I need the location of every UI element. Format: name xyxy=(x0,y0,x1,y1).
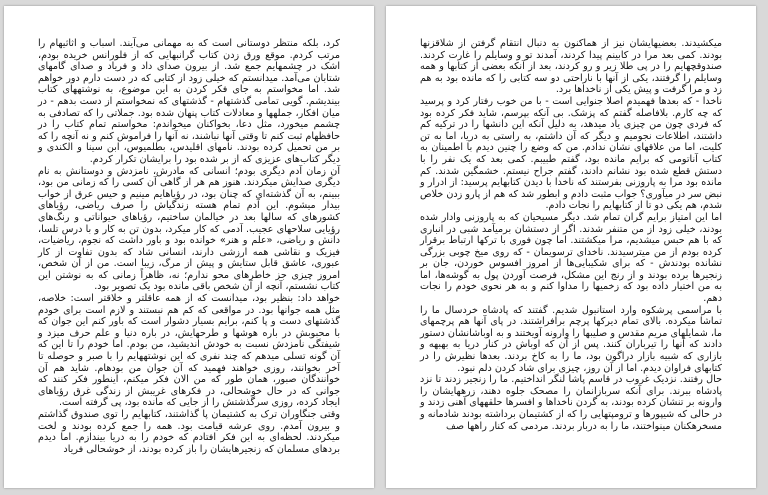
paragraph: وقتی جنگاوران ترک به کشتیمان پا گذاشتند، کتابهایم را توی صندوق گذاشتم و بیرون آمدم. روی عرشه قیامت بود. همه را جمع کرده بودند و لخت میکردند. لحظه‌ای به این فکر افتادم که خودم را به دریا بیندازم. اما دیدم بردهای مسلمان که زنجیرهایشان را باز کرده بودند، از خوشحالی فریاد xyxy=(38,409,340,455)
page-text-left xyxy=(38,38,340,455)
paragraph: اما این امتیاز برایم گران تمام شد. دیگر مسیحیان که به پاروزنی وادار شده بودند، خیلی زود از من متنفر شدند. اگر از دستشان برمیآمد شبی در انباری که با هم حبس میشدیم، مرا میکشتند. اما چون فوری با ترکها ارتباط برقرار کرده بودم از من میترسیدند. ناخدای ترسویمان - که روی میخ چوبی بزرگی نشانده بودندش - که برای شکیبایی‌ها از امروز افسوس خوردن، جان بر زنجیرها برده بودند و از رنج این مشکل، فرصت آوردن پول به گوشه‌ها، اما به من اختیار داده بود که زخمیها را مداوا کنم و به هر نحوی خودم را نجات دهم. xyxy=(420,211,722,305)
paragraph: خواهد داد: بنظیر بود، میدانست که از همه عاقلتر و خلاقتر است: خلاصه، مثل همه جوانها بود. در مواقعی که کم هم نبستند و لازم است برای خودم گذشتهای دست و پا کنم، برایم بسیار دشوار است که باور کنم این جوان که با محبوبش در باره هوشها و طرحهایش، در باره دنیا و علم حرف میزد و شیفتگی نامزدش نسبت به خودش اندیشید، من بودم. اما خودم را تا این که آن گونه تسلی میدهم که چند نفری که این نوشتههایم را با صبر و حوصله تا آخر بخوانند، روزی خواهند فهمید که آن جوان من بودهام. شاید هم آن خوانندگان صبور، همان طور که من الان فکر میکنم، اینطور فکر کنند که جوانی که در حال خوشحالی، در فکرهای غریبش از زندگی غرق رؤیاهای ایجاد کرده، روزی سرگذشتش را از جایی که مانده بود، پی گرفته است. xyxy=(38,293,340,409)
page-text-right xyxy=(420,38,722,432)
paragraph: کرد، بلکه منتظر دوستانی است که به مهمانی می‌آیند. اسباب و اثاثیهام را مرتب کردم. موقع ورق زدن کتاب گرانبهایی که از فلورانس خریده بودم، اشک در چشمهایم جمع شد. از بیرون صدای داد و فریاد و صدای گامهای شتابان می‌آمد. میدانستم که خیلی زود از کتابی که در دست دارم دور خواهم شد. اما مخواستم به جای فکر کردن به این موضوع، به نوشتههای کتاب بیندیشم. گویی تمامی گذشتهام - گذشتهای که نمخواستم از دست بدهم - در میان افکار، جملهها و معادلات کتاب پنهان شده بود. جملاتی را که تصادفی به چشمم میخورد، مثل دعا، بخواکنان میخواندم: مخواستم تمام کتاب را در حافظهام ثبت کنم تا وقتی آنها نباشند، نه آنها را فراموش کنم و نه آنچه را که بر من تحمیل کرده بودند. نامهای اقلیدس، بطلمیوس، ابن سینا و الکندی و دیگر کتاب‌های عزیزی که از بر شده بود را برایشان تکرار کردم. xyxy=(38,38,340,165)
paragraph: ناخدا - که بعدها فهمیدم اصلا جنوایی است - با من خوب رفتار کرد و پرسید که چه کارم. بلافاصله گفتم که پزشک. بی آنکه بپرسم، شاید فکر کرده بود که فردی چون من چیزی یاد میدهد، به دلیل آنکه این دانشها را در ترکیه کم داشتند، اطلاعات نجومیم و دیگر که آن داشتم، به راستی به دریا، اما به تن کلیت، اما من علاقهای نشان ندادم. من که وضع را چنین دیدم با اطمینان به کتاب آناتومی که برایم مانده بود، گفتم طبیبم. کمی بعد که یک نفر را با دستش قطع شده بود نشانم دادند، گفتم جراح نیستم. خشمگین شدند. کم مانده بود مرا به پاروزنی بفرستند که ناخدا با دیدن کتابهایم پرسید: از ادرار و نبض سر در میآوری؟ جواب مثبت دادم و ابطور شد که هم از پارو زدن خلاص شدم، هم یکی دو تا از کتابهایم را نجات دادم. xyxy=(420,95,722,212)
paragraph: میکشیدند. بعضیهایشان نیز از هماکنون به دنبال انتقام گرفتن از شلاقزنها بودند. کمی بعد مرا در کابینم پیدا کردند، آمدند تو و وسایلم را غارت کردند. صندوقچهایم را در پی طلا زیر و رو کردند، بعد از آنکه بعضی از کتابها و همه وسایلم را گرفتند، یکی از آنها با ناراحتی دو سه کتابی را که مانده بود به هم زد و مرا گرفت و پیش یکی از ناخداها برد. xyxy=(420,38,722,96)
paragraph: حال رفتند. نزدیک غروب در قاسم پاشا لنگر انداختیم. ما را زنجیر زدند تا نزد پادشاه ببرند. برای آنکه سربازانمان را مصحک جلوه دهند، زرههایشان را وارونه بر تنشان کرده بودند، به گردن ناخداها و افسرها حلقههای آهنی زدند و در حالی که شیپورها و ترومپتهایی را که از کشتیمان برداشته بودند شادمانه و مسخرهکنان مینواختند، ما را به دربار بردند. مردمی که کنار راهها صف xyxy=(420,374,722,432)
document-page-right xyxy=(386,6,756,488)
paragraph: با مراسمی پرشکوه وارد استانبول شدیم. گفتند که پادشاه خردسال ما را تماشا میکرده. بالای تمام دیرکها پرچم برافراشتند. در پای آنها هم پرچمهای ما، شمایلهای مریم مقدس و صلیبها را وارونه آویختند و به اوباشانشان دستور دادند که آنها را تیرباران کنند. پس از آن که اوباش در کنار دریا به بهبهه و بازاری که شبیه بازار دراگون بود، ما را به کاخ بردند. بعدها نظیرش را در کتابهای فراوان دیدم. اما از آن روز، چیزی برای شاد کردن دلم نبود. xyxy=(420,304,722,374)
document-page-left xyxy=(4,6,374,488)
paragraph: آن زمان آدم دیگری بودم؛ انسانی که مادرش، نامزدش و دوستانش به نام دیگری صدایش میکردند. هنوز هم هر از گاهی آن کسی را که زمانی من بود، ببینم، به آن گذشته‌ای که چنان بود، در رؤیاهایم مینیم و حیس عرق از خواب بیدار میشوم. این آدم تمام هسته زندگیاش را صرف ریاضی، رؤیاهای کشورهای که سالها بعد در خیالمان ساختیم، رؤیاهای حیواناتی و رنگ‌های رؤیایی سلاحهای عجیب. آدمی که کار میکرد، بدون تن به کار و با درس تلسا، دانش و ریاضی، «علم و هنر» خوانده بود و باور داشت که نجوم، ریاضیات، فیزیک و نقاشی همه ارزشی دارند، انسانی شاد که بدون تفاوت از کار عبوری، عاشق قابل ستایش و پیش از مرگ، زیبا است. من از آن شخص، امروز چیزی جز خاطرهای محو ندارم؛ نه، ظاهراً زمانی که به نوشتن این کتاب نشستم، آنچه از آن شخص باقی مانده بود یک تصویر بود. xyxy=(38,165,340,293)
